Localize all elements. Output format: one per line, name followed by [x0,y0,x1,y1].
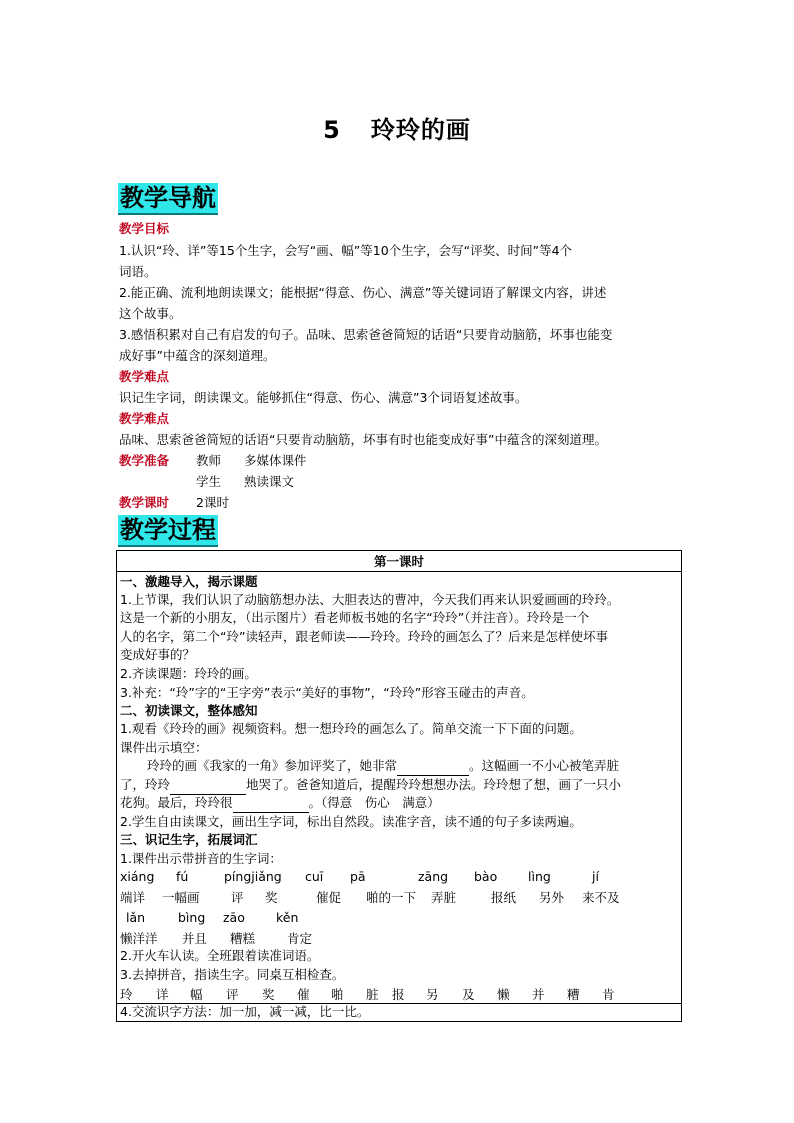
fill-line [120,757,678,776]
word: 啪的一下 [366,890,417,905]
pinyin: jí [592,869,599,884]
pinyin: píngjiǎng [224,869,282,884]
pinyin: cuī [305,869,324,884]
fill-blank [233,794,309,813]
prep-heading: 教学准备 [119,453,170,468]
char: 及 [462,987,475,1002]
goal-line: 这个故事。 [119,306,182,321]
pinyin: zāng [418,869,449,884]
fill-text: 地哭了。爸爸知道后，提醒玲玲想想办法。玲玲想了想，画了一只小 [246,777,622,792]
pinyin: lìng [528,869,551,884]
text-line: 2.开火车认读。全班跟着读准词语。 [120,948,320,963]
fill-text: 。（得意 伤心 满意） [308,795,440,810]
section-title: 二、初读课文，整体感知 [120,703,258,718]
prep-student: 学生 [196,474,222,489]
word: 肯定 [287,931,313,946]
pinyin: fú [176,869,189,884]
hours-heading: 教学课时 [119,495,170,510]
hours-value: 2课时 [196,495,229,510]
pinyin: xiáng [120,869,155,884]
pinyin-row [0,910,794,929]
pinyin: pā [350,869,366,884]
section-banner-nav: 教学导航 [118,183,218,215]
period-title: 第一课时 [373,554,424,569]
text-line: 1.课件出示带拼音的生字词： [120,851,282,866]
goal-line: 2.能正确、流利地朗读课文；能根据“得意、伤心、满意”等关键词语了解课文内容，讲述 [119,285,607,300]
char: 报 [392,987,405,1002]
char: 肯 [602,987,615,1002]
char: 奖 [262,987,275,1002]
section-banner-process: 教学过程 [118,515,218,547]
word: 端详 [120,890,146,905]
word: 一幅画 [162,890,200,905]
pinyin: lǎn [126,910,146,925]
word: 弄脏 [431,890,457,905]
fill-blank [397,757,469,776]
word: 懒洋洋 [120,931,158,946]
word: 催促 [316,890,342,905]
section-title: 一、激趣导入，揭示课题 [120,574,258,589]
char: 另 [426,987,439,1002]
char: 玲 [120,987,133,1002]
word: 糟糕 [230,931,256,946]
lesson-title [0,110,794,145]
text-line: 1.观看《玲玲的画》视频资料。想一想玲玲的画怎么了。简单交流一下下面的问题。 [120,721,582,736]
char: 脏 [366,987,379,1002]
fill-line [120,776,678,795]
text-line: 3.去掉拼音，指读生字。同桌互相检查。 [120,967,345,982]
goal-line: 成好事”中蕴含的深刻道理。 [119,348,276,363]
word: 奖 [265,890,278,905]
section-title: 三、识记生字，拓展词汇 [120,832,258,847]
lesson-name: 玲玲的画 [370,116,471,144]
char: 评 [226,987,239,1002]
text-line: 课件出示填空： [120,740,208,755]
fill-text: 玲玲的画《我家的一角》参加评奖了，她非常 [147,758,398,773]
difficulty-text: 识记生字词，朗读课文。能够抓住“得意、伤心、满意”3个词语复述故事。 [119,390,528,405]
pinyin: bìng [178,910,206,925]
text-line: 2.学生自由读课文，画出生字词，标出自然段。读准字音，读不通的句子多读两遍。 [120,814,582,829]
word: 另外 [539,890,565,905]
char: 糟 [567,987,580,1002]
pinyin: zāo [223,910,245,925]
fill-text: 花狗。最后，玲玲很 [120,795,233,810]
char: 并 [532,987,545,1002]
word: 并且 [182,931,208,946]
char: 催 [297,987,310,1002]
difficulty-text: 品味、思索爸爸简短的话语“只要肯动脑筋，坏事有时也能变成好事”中蕴含的深刻道理。 [119,432,607,447]
text-line: 2.齐读课题：玲玲的画。 [120,666,257,681]
word: 报纸 [491,890,517,905]
char: 啪 [331,987,344,1002]
pinyin: bào [474,869,498,884]
char: 幅 [190,987,203,1002]
difficulty-heading: 教学难点 [119,369,170,384]
text-line: 1.上节课，我们认识了动脑筋想办法、大胆表达的曹冲，今天我们再来认识爱画画的玲玲。 [120,592,620,607]
text-line: 3.补充：“玲”字的“王字旁”表示“美好的事物”，“玲玲”形容玉碰击的声音。 [120,685,534,700]
text-line: 人的名字，第二个“玲”读轻声，跟老师读——玲玲。玲玲的画怎么了？后来是怎样使坏事 [120,629,608,644]
word-row [0,888,794,907]
text-line: 变成好事的？ [120,647,196,662]
word: 来不及 [582,890,620,905]
pinyin: kěn [276,910,299,925]
goal-line: 1.认识“玲、详”等15个生字，会写“画、幅”等10个生字，会写“评奖、时间”等4个 [119,243,573,258]
goal-line: 词语。 [119,264,157,279]
prep-student-item: 熟读课文 [244,474,295,489]
char: 详 [156,987,169,1002]
lesson-number: 5 [323,116,341,144]
goals-heading: 教学目标 [119,221,170,236]
prep-teacher-item: 多媒体课件 [244,453,307,468]
fill-line [120,794,678,813]
word-row [0,929,794,948]
char-row [0,985,794,1004]
fill-text: 。这幅画一不小心被笔弄脏 [469,758,620,773]
text-line: 4.交流识字方法：加一加，减一减，比一比。 [120,1004,370,1019]
fill-text: 了，玲玲 [120,777,171,792]
pinyin-row [0,869,794,888]
goal-line: 3.感悟积累对自己有启发的句子。品味、思索爸爸简短的话语“只要肯动脑筋，坏事也能变 [119,327,613,342]
fill-blank [170,776,246,795]
word: 评 [231,890,244,905]
difficulty-heading: 教学难点 [119,411,170,426]
text-line: 这是一个新的小朋友，（出示图片）看老师板书她的名字“玲玲”（并注音）。玲玲是一个 [120,610,590,625]
char: 懒 [497,987,510,1002]
prep-teacher: 教师 [196,453,222,468]
